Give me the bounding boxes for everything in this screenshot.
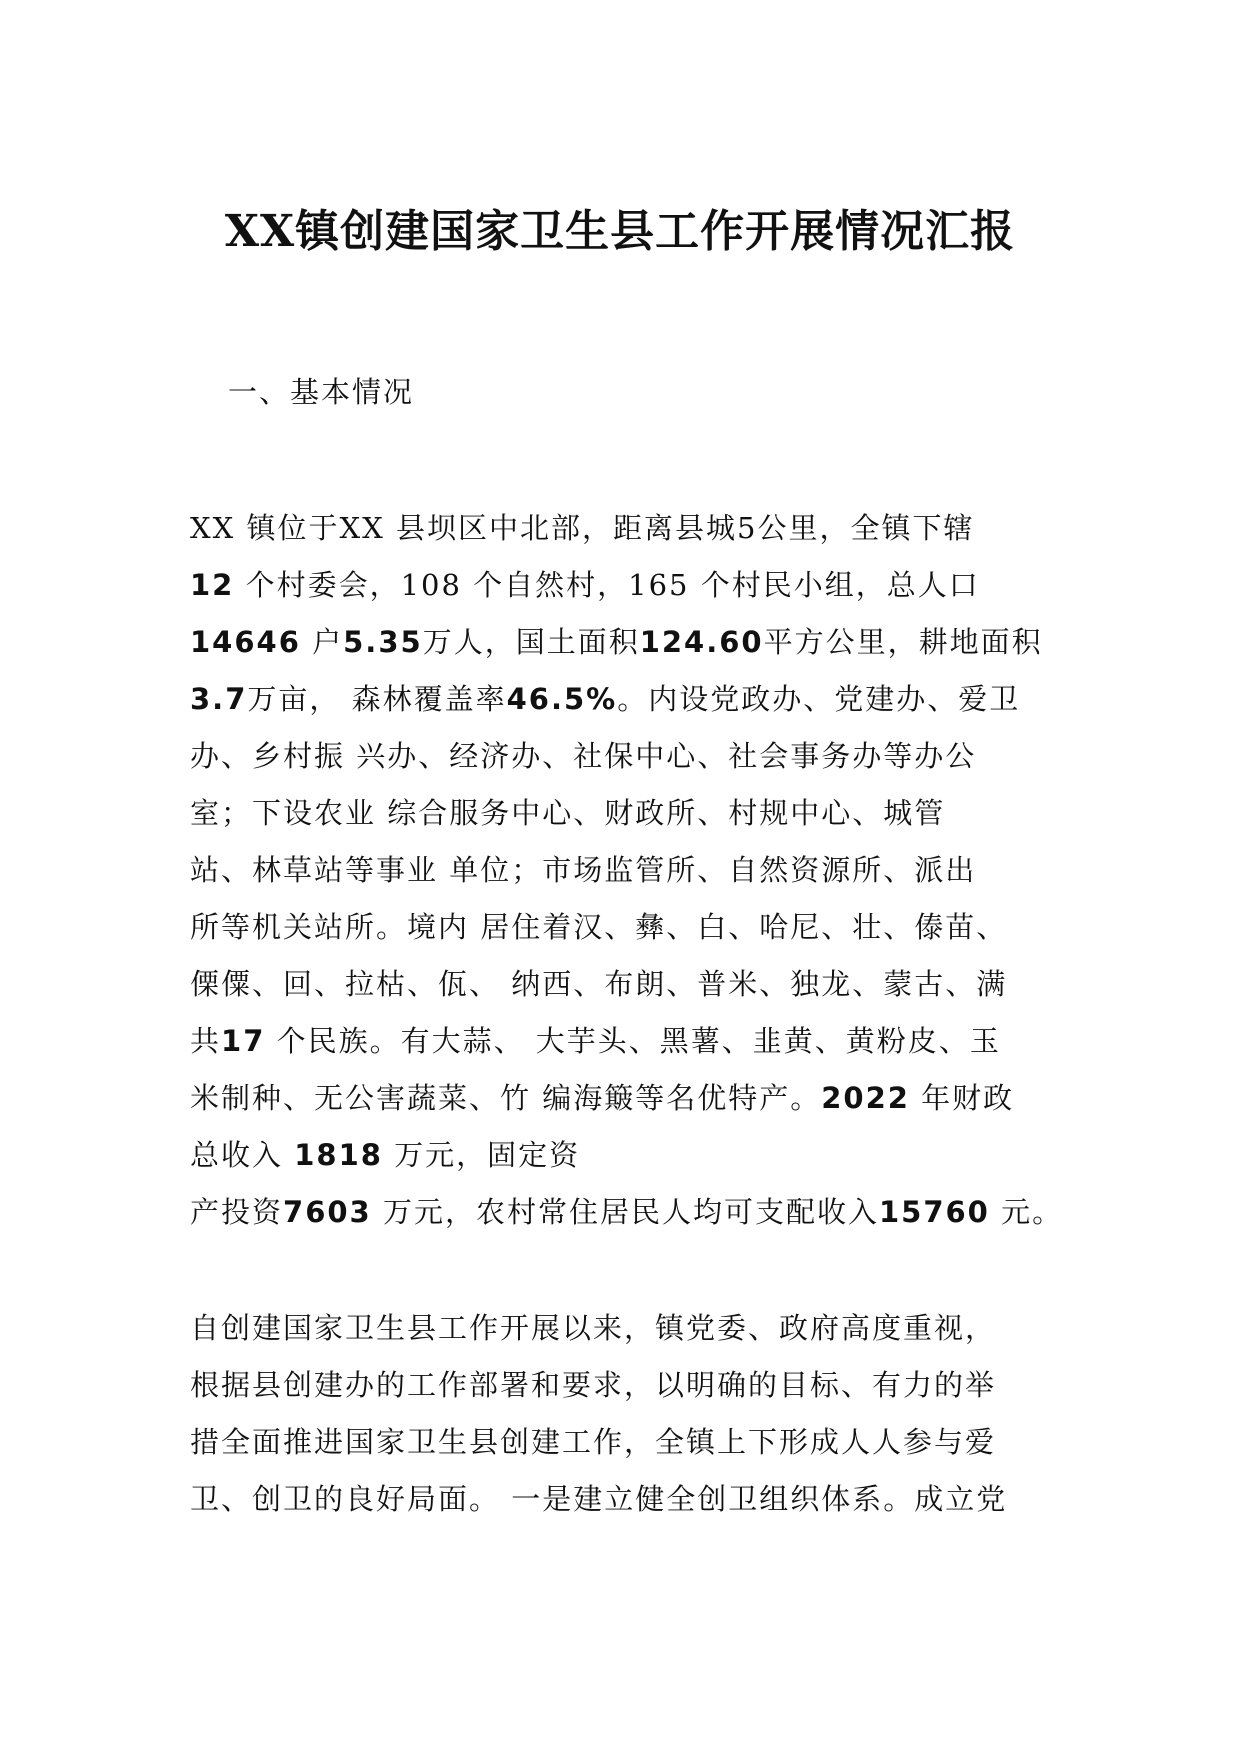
number-value: 7603 (283, 1195, 372, 1229)
document-title: XX镇创建国家卫生县工作开展情况汇报 (224, 206, 1016, 257)
number-value: 17 (221, 1024, 266, 1058)
number-value: 14646 (190, 625, 301, 659)
section-heading: 一、基本情况 (228, 375, 415, 409)
line-text: 米制种、无公害蔬菜、竹 编海簸等名优特产。 (190, 1081, 822, 1115)
paragraph-basic-info (190, 500, 1070, 1241)
line-text: 个村委会，108 个自然村，165 个村民小组，总人口 (234, 568, 980, 602)
line-text: 平方公里，耕地面积 (763, 625, 1043, 659)
paragraph-line: 卫、创卫的良好局面。 一是建立健全创卫组织体系。成立党 (190, 1482, 1008, 1516)
line-text: 户 (300, 625, 344, 659)
paragraph-line: 站、林草站等事业 单位；市场监管所、自然资源所、派出 (190, 853, 977, 887)
line-text: 万元，农村常住居民人均可支配收入 (371, 1195, 879, 1229)
number-value: 46.5% (506, 682, 618, 716)
paragraph-line: 傈僳、回、拉枯、佤、 纳西、布朗、普米、独龙、蒙古、满 (190, 967, 1008, 1001)
paragraph-line (190, 1184, 1070, 1241)
line-text: 共 (190, 1024, 222, 1058)
paragraph-line (190, 1070, 1070, 1127)
line-text: 万人，国土面积 (422, 625, 640, 659)
paragraph-line: 室；下设农业 综合服务中心、财政所、村规中心、城管 (190, 796, 946, 830)
paragraph-line: 办、乡村振 兴办、经济办、社保中心、社会事务办等办公 (190, 739, 977, 773)
line-text: 产投资 (190, 1195, 284, 1229)
paragraph-line (190, 1127, 1070, 1184)
line-text: 万元，固定资 (382, 1138, 581, 1172)
number-value: 15760 (878, 1195, 990, 1229)
number-value: 12 (190, 568, 235, 602)
line-text: 。内设党政办、党建办、爱卫 (617, 682, 1021, 716)
number-value: 3.7 (190, 682, 248, 716)
paragraph-line: 自创建国家卫生县工作开展以来，镇党委、政府高度重视， (190, 1311, 997, 1345)
paragraph-line: 根据县创建办的工作部署和要求，以明确的目标、有力的举 (190, 1368, 997, 1402)
line-text: 年财政 (909, 1081, 1015, 1115)
paragraph-line: XX 镇位于XX 县坝区中北部，距离县城5公里，全镇下辖 (190, 511, 975, 545)
paragraph-line (190, 557, 1070, 614)
line-text: 元。 (989, 1195, 1064, 1229)
paragraph-line (190, 671, 1070, 728)
line-text: 万亩， 森林覆盖率 (247, 682, 507, 716)
number-value: 124.60 (639, 625, 764, 659)
number-value: 5.35 (343, 625, 423, 659)
line-text: 总收入 (190, 1138, 295, 1172)
number-value: 1818 (294, 1138, 383, 1172)
paragraph-work-progress (190, 1300, 1070, 1528)
paragraph-line: 措全面推进国家卫生县创建工作，全镇上下形成人人参与爱 (190, 1425, 997, 1459)
paragraph-line (190, 1013, 1070, 1070)
paragraph-line: 所等机关站所。境内 居住着汉、彝、白、哈尼、壮、傣苗、 (190, 910, 1008, 944)
paragraph-line (190, 614, 1070, 671)
number-value: 2022 (821, 1081, 910, 1115)
line-text: 个民族。有大蒜、 大芋头、黑薯、韭黄、黄粉皮、玉 (265, 1024, 1001, 1058)
